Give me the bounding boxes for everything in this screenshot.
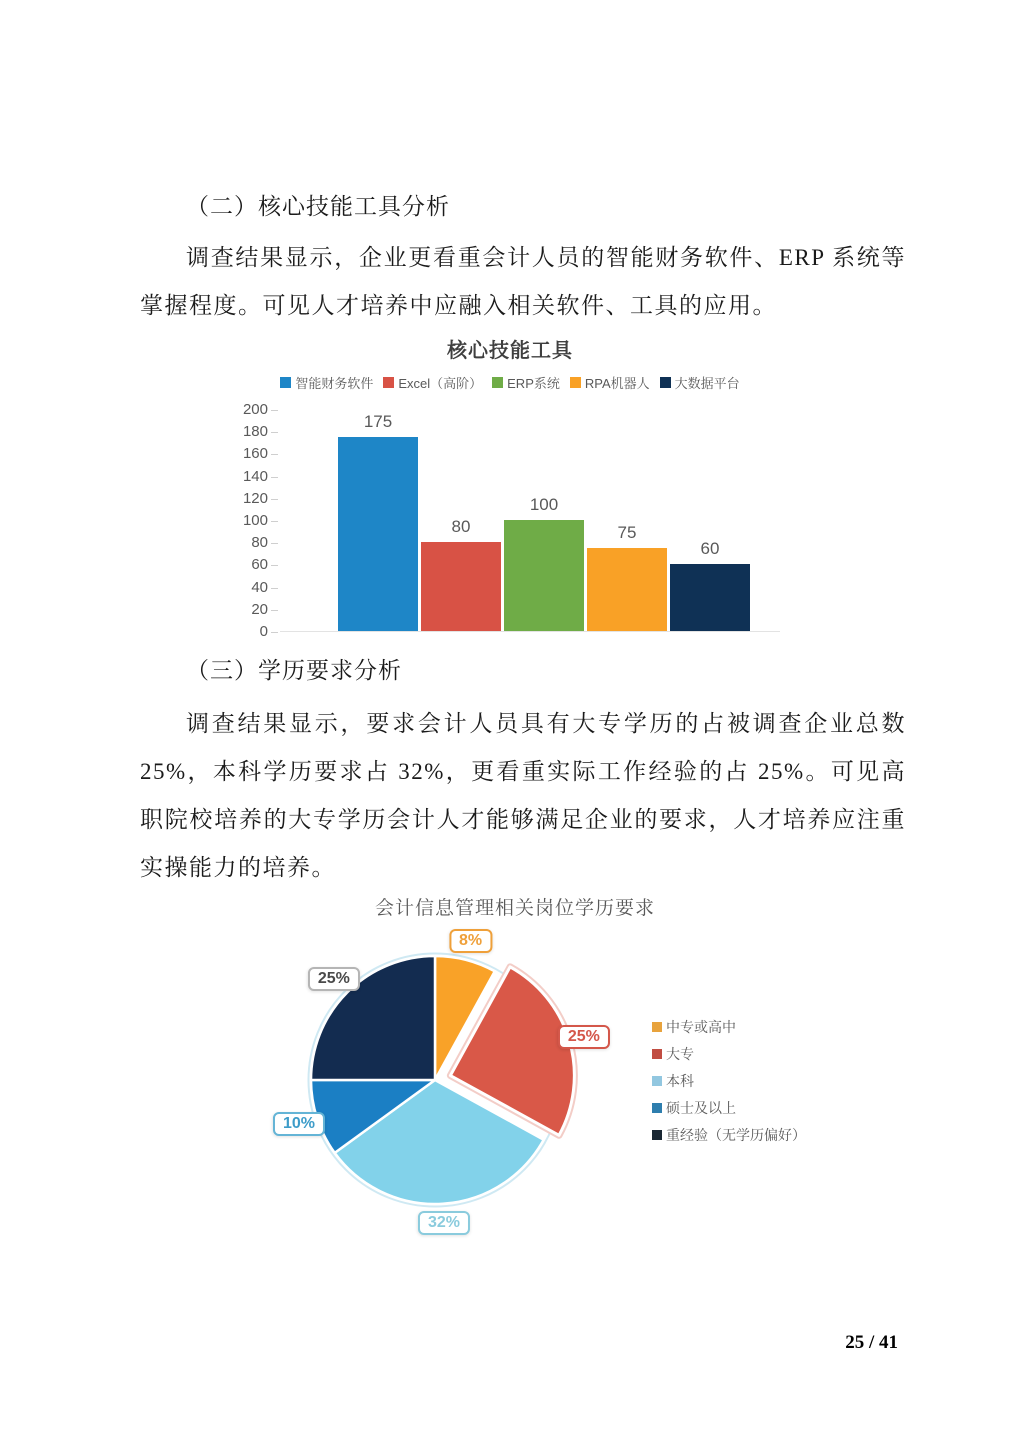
pie-slice-label: 10% xyxy=(273,1112,325,1136)
legend-swatch-icon xyxy=(652,1049,662,1059)
legend-label: 硕士及以上 xyxy=(666,1100,736,1116)
legend-label: 大专 xyxy=(666,1046,694,1062)
legend-swatch-icon xyxy=(280,377,291,388)
bar xyxy=(670,564,750,631)
body-paragraph: 调查结果显示，企业更看重会计人员的智能财务软件、ERP 系统等掌握程度。可见人才培养中应融入相关软件、工具的应用。 xyxy=(140,245,906,318)
bar-y-axis xyxy=(230,401,280,640)
legend-swatch-icon xyxy=(652,1076,662,1086)
legend-swatch-icon xyxy=(660,377,671,388)
legend-label: RPA机器人 xyxy=(584,376,650,391)
legend-label: 中专或高中 xyxy=(666,1019,736,1035)
y-axis-tick-label: 160 xyxy=(242,445,268,463)
bar-value-label: 100 xyxy=(529,495,559,514)
section-heading: （三）学历要求分析 xyxy=(186,658,402,683)
bar-chart xyxy=(230,334,790,640)
legend-item xyxy=(652,1071,806,1091)
bar xyxy=(587,548,667,631)
y-axis-tick-label: 80 xyxy=(251,534,268,552)
y-axis-tick-label: 20 xyxy=(251,600,268,618)
y-axis-tick-label: 0 xyxy=(259,623,268,640)
bar-value-label: 175 xyxy=(363,411,393,431)
legend-item xyxy=(383,373,482,392)
bar-value-label: 80 xyxy=(451,517,471,537)
legend-label: 大数据平台 xyxy=(674,376,740,391)
pie-chart-title: 会计信息管理相关岗位学历要求 xyxy=(374,898,655,919)
bar xyxy=(338,437,418,631)
legend-label: 智能财务软件 xyxy=(295,376,374,391)
bar xyxy=(421,542,501,631)
legend-swatch-icon xyxy=(652,1022,662,1032)
bar-plot-bars xyxy=(280,410,780,632)
legend-label: Excel（高阶） xyxy=(398,376,483,391)
legend-swatch-icon xyxy=(652,1103,662,1113)
pie-slice-label: 25% xyxy=(308,967,360,991)
pie-slice-label: 8% xyxy=(449,929,492,953)
bar-group xyxy=(421,517,501,631)
bar-legend xyxy=(230,373,790,392)
y-axis-tick-label: 140 xyxy=(242,467,268,485)
y-axis-tick-label: 180 xyxy=(242,423,268,441)
legend-item xyxy=(652,1017,806,1037)
legend-label: 重经验（无学历偏好） xyxy=(666,1127,806,1143)
legend-label: 本科 xyxy=(666,1073,694,1089)
y-axis-tick-label: 60 xyxy=(251,556,268,574)
legend-label: ERP系统 xyxy=(507,376,560,391)
legend-item xyxy=(570,373,650,392)
legend-item xyxy=(492,373,560,392)
pie-slice-label: 32% xyxy=(418,1211,470,1235)
bar-group xyxy=(338,412,418,631)
legend-item xyxy=(652,1098,806,1118)
y-axis-tick-label: 100 xyxy=(242,512,268,529)
bar-value-label: 75 xyxy=(617,522,637,542)
legend-item xyxy=(660,373,740,392)
bar xyxy=(504,520,584,631)
bar-group xyxy=(504,495,584,631)
bar-group xyxy=(587,523,667,631)
legend-swatch-icon xyxy=(652,1130,662,1140)
legend-item xyxy=(652,1125,806,1145)
legend-swatch-icon xyxy=(492,377,503,388)
section-heading: （二）核心技能工具分析 xyxy=(186,194,450,219)
pie-slice-label: 25% xyxy=(558,1025,610,1049)
pie-chart xyxy=(140,925,920,1265)
legend-item xyxy=(280,373,373,392)
y-axis-tick-label: 120 xyxy=(242,489,268,507)
bar-plot-row xyxy=(230,401,790,640)
bar-chart-title: 核心技能工具 xyxy=(447,340,573,362)
legend-swatch-icon xyxy=(383,377,394,388)
legend-swatch-icon xyxy=(570,377,581,388)
page-number: 25 / 41 xyxy=(845,1332,898,1353)
legend-item xyxy=(652,1044,806,1064)
pie-legend xyxy=(652,1017,806,1145)
body-paragraph: 调查结果显示，要求会计人员具有大专学历的占被调查企业总数 25%，本科学历要求占 32%，更看重实际工作经验的占 25%。可见高职院校培养的大专学历会计人才能够满足企业的要求，人才培养应注重实操能力的培养。 xyxy=(140,711,906,880)
bar-group xyxy=(670,539,750,631)
bar-value-label: 60 xyxy=(700,539,720,559)
y-axis-tick-label: 200 xyxy=(242,401,268,418)
y-axis-tick-label: 40 xyxy=(251,578,268,596)
